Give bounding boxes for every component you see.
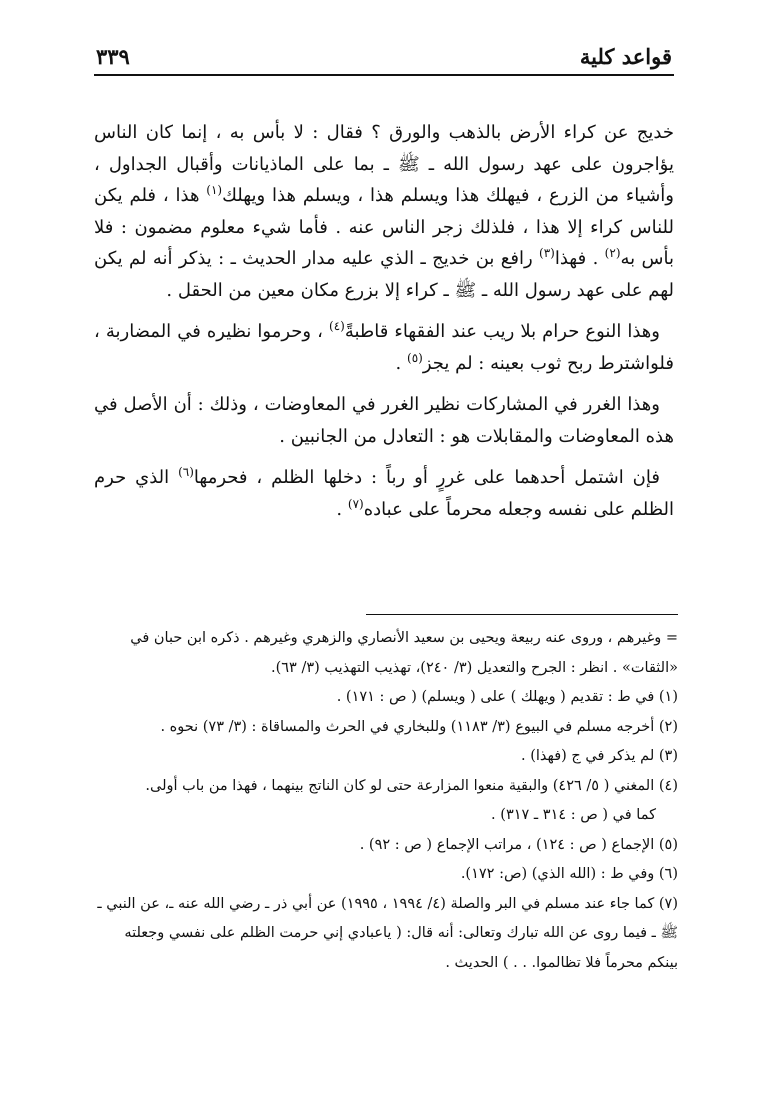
main-text [94, 117, 674, 535]
footnote-3: (٣) لم يذكر في ج (فهذا) . [521, 748, 678, 764]
paragraph-1 [94, 117, 674, 306]
footnote-5: (٥) الإجماع ( ص : ١٢٤) ، مراتب الإجماع ( ص : ٩٢) . [359, 836, 678, 853]
paragraph-2-text-b: ، وحرموا نظيره في المضاربة ، فلواشترط ربح ثوب بعينه : لم يجز [94, 321, 674, 374]
footnote-ref-6: (٦) [178, 465, 194, 479]
paragraph-4-text-c: . [336, 498, 343, 520]
paragraph-4-text-a: فإن اشتمل أحدهما على غررٍ أو رباً : دخلها الظلم ، فحرمها [193, 467, 660, 488]
footnote-2: (٢) أخرجه مسلم في البيوع (٣/ ١١٨٣) وللبخاري في الحرث والمساقاة : (٣/ ٧٣) نحوه . [160, 718, 678, 735]
footnote-continuation: = وغيرهم ، وروى عنه ربيعة ويحيى بن سعيد الأنصاري والزهري وغيرهم . ذكره ابن حبان في «الثقات» . انظر : الجرح والتعديل (٣/ ٢٤٠)، تهذيب التهذيب (٣/ ٦٣). [130, 630, 678, 676]
footnotes [94, 624, 678, 978]
footnote-ref-5: (٥) [407, 350, 423, 365]
page-number: ٣٣٩ [96, 44, 130, 69]
footnote-ref-7: (٧) [347, 496, 364, 511]
running-title: قواعد كلية [579, 44, 672, 69]
page-header [94, 40, 674, 80]
paragraph-1-text-d: رافع بن خديج ـ الذي عليه مدار الحديث ـ : يذكر أنه لم يكن لهم على عهد رسول الله ـ ﷺ ـ كراء إلا بزرع مكان معين من الحقل . [94, 248, 674, 301]
paragraph-4-text-b: الذي حرم الظلم على نفسه وجعله محرماً على عباده [94, 467, 674, 520]
footnote-ref-2: (٢) [604, 246, 621, 260]
footnote-4: (٤) المغني ( ٥/ ٤٢٦) والبقية منعوا المزارعة حتى لو كان الناتج بينهما ، فهذا من باب أولى. [145, 777, 678, 794]
paragraph-3: وهذا الغرر في المشاركات نظير الغرر في المعاوضات ، وذلك : أن الأصل في هذه المعاوضات والمقابلات هو : التعادل من الجانبين . [94, 394, 674, 447]
paragraph-1-text-b: هذا ، فلم يكن للناس كراء إلا هذا ، فلذلك زجر الناس عنه . فأما شيء معلوم مضمون : فلا بأس به [94, 185, 674, 269]
footnote-ref-4: (٤) [329, 319, 345, 333]
footnote-4-continuation: كما في ( ص : ٣١٤ ـ ٣١٧) . [491, 807, 656, 823]
paragraph-4 [94, 462, 674, 525]
paragraph-1-text-c: . فهذا [554, 248, 599, 269]
footnote-7: (٧) كما جاء عند مسلم في البر والصلة (٤/ ١٩٩٤ ، ١٩٩٥) عن أبي ذر ـ رضي الله عنه ـ، عن النبي ـ ﷺ ـ فيما روى عن الله تبارك وتعالى: أنه قال: ( ياعبادي إني حرمت الظلم على نفسي وجعلته بينكم محرماً فلا تظالموا. . . ) الحديث . [97, 895, 678, 971]
paragraph-2 [94, 316, 674, 379]
footnote-6: (٦) وفي ط : (الله الذي) (ص: ١٧٢). [460, 866, 678, 882]
footnote-separator [366, 614, 678, 615]
footnote-ref-3: (٣) [539, 246, 555, 260]
footnote-1: (١) في ط : تقديم ( ويهلك ) على ( ويسلم) ( ص : ١٧١) . [336, 689, 678, 705]
paragraph-2-text-a: وهذا النوع حرام بلا ريب عند الفقهاء قاطبةً [344, 321, 660, 342]
paragraph-2-text-c: . [395, 352, 402, 374]
paragraph-1-text-a: خديج عن كراء الأرض بالذهب والورق ؟ فقال : لا بأس به ، إنما كان الناس يؤاجرون على عهد رسول الله ـ ﷺ ـ بما على الماذيانات وأقبال الجداول ، وأشياء من الزرع ، فيهلك هذا ويسلم هذا ، ويسلم هذا ويهلك [94, 122, 674, 206]
footnote-ref-1: (١) [206, 183, 223, 197]
header-rule [94, 74, 674, 76]
